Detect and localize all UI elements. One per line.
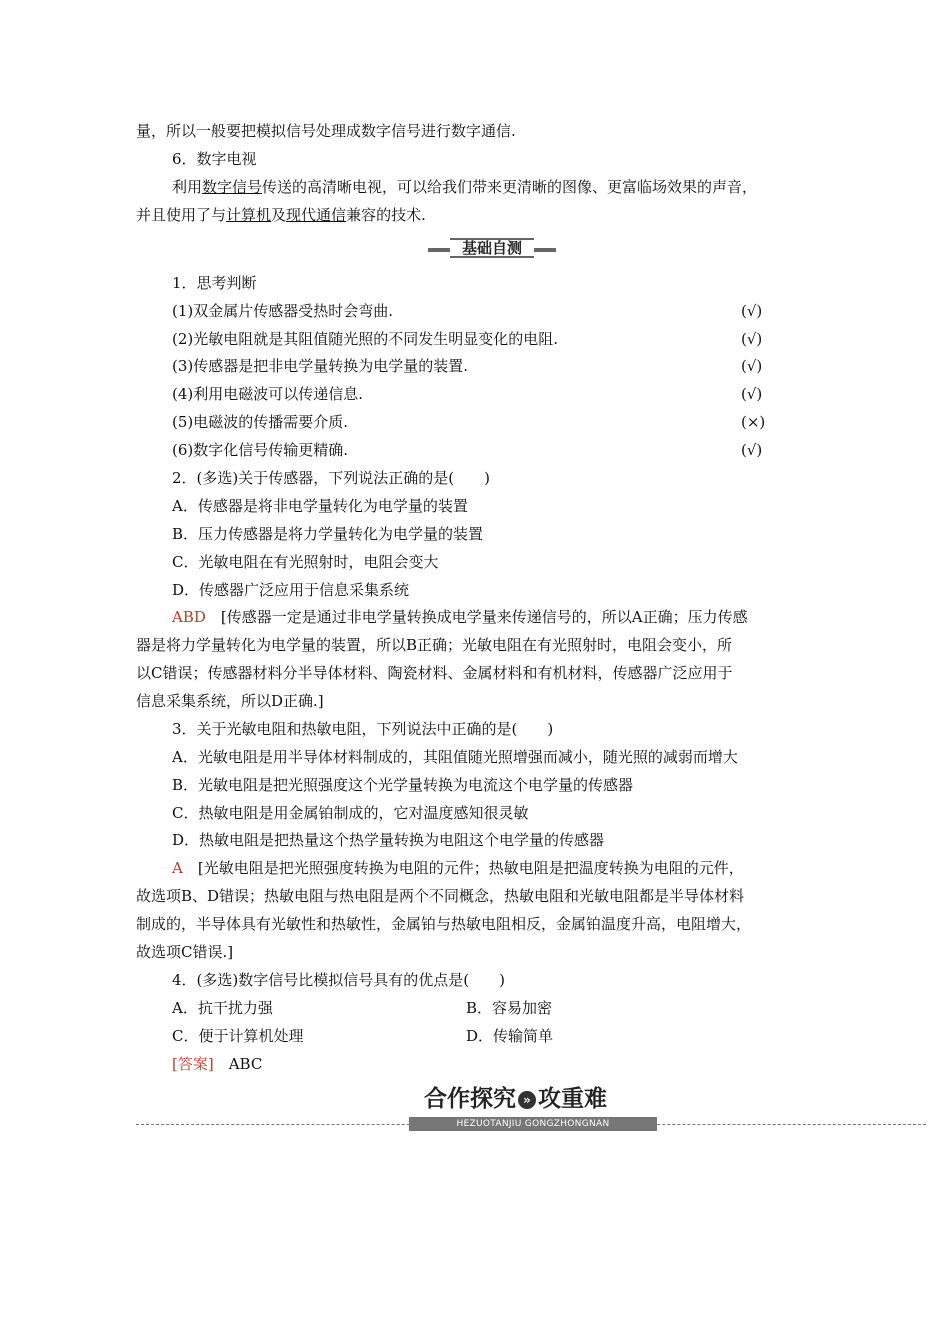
q4-option-d: D．传输简单 <box>466 1027 554 1045</box>
q4-option-c: C．便于计算机处理 <box>172 1027 304 1045</box>
q1-mark: (×) <box>741 413 766 431</box>
q4-answer-line <box>172 1054 262 1074</box>
q2-explanation-line3: 以C错误；传感器材料分半导体材料、陶瓷材料、金属材料和有机材料，传感器广泛应用于 <box>136 664 733 682</box>
q1-mark: (√) <box>741 357 763 375</box>
q3-explanation-line2: 故选项B、D错误；热敏电阻与热电阻是两个不同概念，热敏电阻和光敏电阻都是半导体材料 <box>136 887 745 905</box>
q1-item: (2)光敏电阻就是其阻值随光照的不同发生明显变化的电阻. <box>172 330 559 348</box>
q3-answer: A <box>172 859 183 877</box>
q2-option-a: A．传感器是将非电学量转化为电学量的装置 <box>172 497 468 515</box>
q4-answer: ABC <box>228 1055 263 1073</box>
text-run: 并且使用了与 <box>136 206 227 224</box>
item6-paragraph-line2 <box>136 205 426 225</box>
q4-option-b: B．容易加密 <box>466 999 553 1017</box>
section-banner <box>428 238 556 260</box>
underlined-term: 现代通信 <box>286 206 347 224</box>
q3-option-d: D．热敏电阻是把热量这个热学量转换为电阻这个电学量的传感器 <box>172 831 605 849</box>
q1-item: (5)电磁波的传播需要介质. <box>172 413 349 431</box>
q1-item: (3)传感器是把非电学量转换为电学量的装置. <box>172 357 469 375</box>
q1-mark: (√) <box>741 302 763 320</box>
q2-explanation-line1 <box>172 607 748 627</box>
q3-stem: 3．关于光敏电阻和热敏电阻，下列说法中正确的是( ) <box>172 720 554 738</box>
text-run: [光敏电阻是把光照强度转换为电阻的元件；热敏电阻是把温度转换为电阻的元件， <box>197 859 744 877</box>
text-run: [传感器一定是通过非电学量转换成电学量来传递信号的，所以A正确；压力传感 <box>220 608 748 626</box>
section-title-right: 攻重难 <box>538 1086 607 1112</box>
q1-title: 1．思考判断 <box>172 274 257 292</box>
section-subtitle: HEZUOTANJIU GONGZHONGNAN <box>409 1117 657 1131</box>
q4-stem: 4．(多选)数字信号比模拟信号具有的优点是( ) <box>172 971 505 989</box>
q2-option-b: B．压力传感器是将力学量转化为电学量的装置 <box>172 525 484 543</box>
q2-explanation-line4: 信息采集系统，所以D正确.] <box>136 692 324 710</box>
q1-mark: (√) <box>741 330 763 348</box>
q2-stem: 2．(多选)关于传感器，下列说法正确的是( ) <box>172 469 490 487</box>
q3-explanation-line1 <box>172 858 744 878</box>
q4-option-a: A．抗干扰力强 <box>172 999 273 1017</box>
section-title <box>424 1084 607 1114</box>
q1-mark: (√) <box>741 385 763 403</box>
text-run: 兼容的技术. <box>346 206 426 224</box>
answer-label: [答案] <box>172 1055 214 1073</box>
item6-paragraph-line1 <box>172 177 757 197</box>
q3-option-a: A．光敏电阻是用半导体材料制成的，其阻值随光照增强而减小，随光照的减弱而增大 <box>172 748 738 766</box>
text-run: 传送的高清晰电视，可以给我们带来更清晰的图像、更富临场效果的声音， <box>262 178 758 196</box>
section-header <box>136 1084 926 1134</box>
q1-item: (1)双金属片传感器受热时会弯曲. <box>172 302 394 320</box>
banner-label: 基础自测 <box>450 238 534 258</box>
q2-answer: ABD <box>172 608 206 626</box>
section-title-left: 合作探究 <box>424 1086 516 1112</box>
underlined-term: 计算机 <box>226 206 272 224</box>
q1-mark: (√) <box>741 441 763 459</box>
text-run: 及 <box>271 206 287 224</box>
item6-title: 6．数字电视 <box>172 150 257 168</box>
q1-item: (4)利用电磁波可以传递信息. <box>172 385 364 403</box>
arrow-icon: » <box>518 1091 536 1109</box>
continued-line: 量，所以一般要把模拟信号处理成数字信号进行数字通信. <box>136 122 516 140</box>
text-run: 利用 <box>172 178 203 196</box>
q2-option-d: D．传感器广泛应用于信息采集系统 <box>172 581 410 599</box>
q1-item: (6)数字化信号传输更精确. <box>172 441 349 459</box>
underlined-term: 数字信号 <box>202 178 263 196</box>
q3-option-c: C．热敏电阻是用金属铂制成的，它对温度感知很灵敏 <box>172 804 529 822</box>
q3-explanation-line4: 故选项C错误.] <box>136 943 234 961</box>
q2-explanation-line2: 器是将力学量转化为电学量的装置，所以B正确；光敏电阻在有光照射时，电阻会变小，所 <box>136 636 733 654</box>
q3-option-b: B．光敏电阻是把光照强度这个光学量转换为电流这个电学量的传感器 <box>172 776 634 794</box>
q3-explanation-line3: 制成的，半导体具有光敏性和热敏性，金属铂与热敏电阻相反，金属铂温度升高，电阻增大， <box>136 915 752 933</box>
q2-option-c: C．光敏电阻在有光照射时，电阻会变大 <box>172 553 439 571</box>
